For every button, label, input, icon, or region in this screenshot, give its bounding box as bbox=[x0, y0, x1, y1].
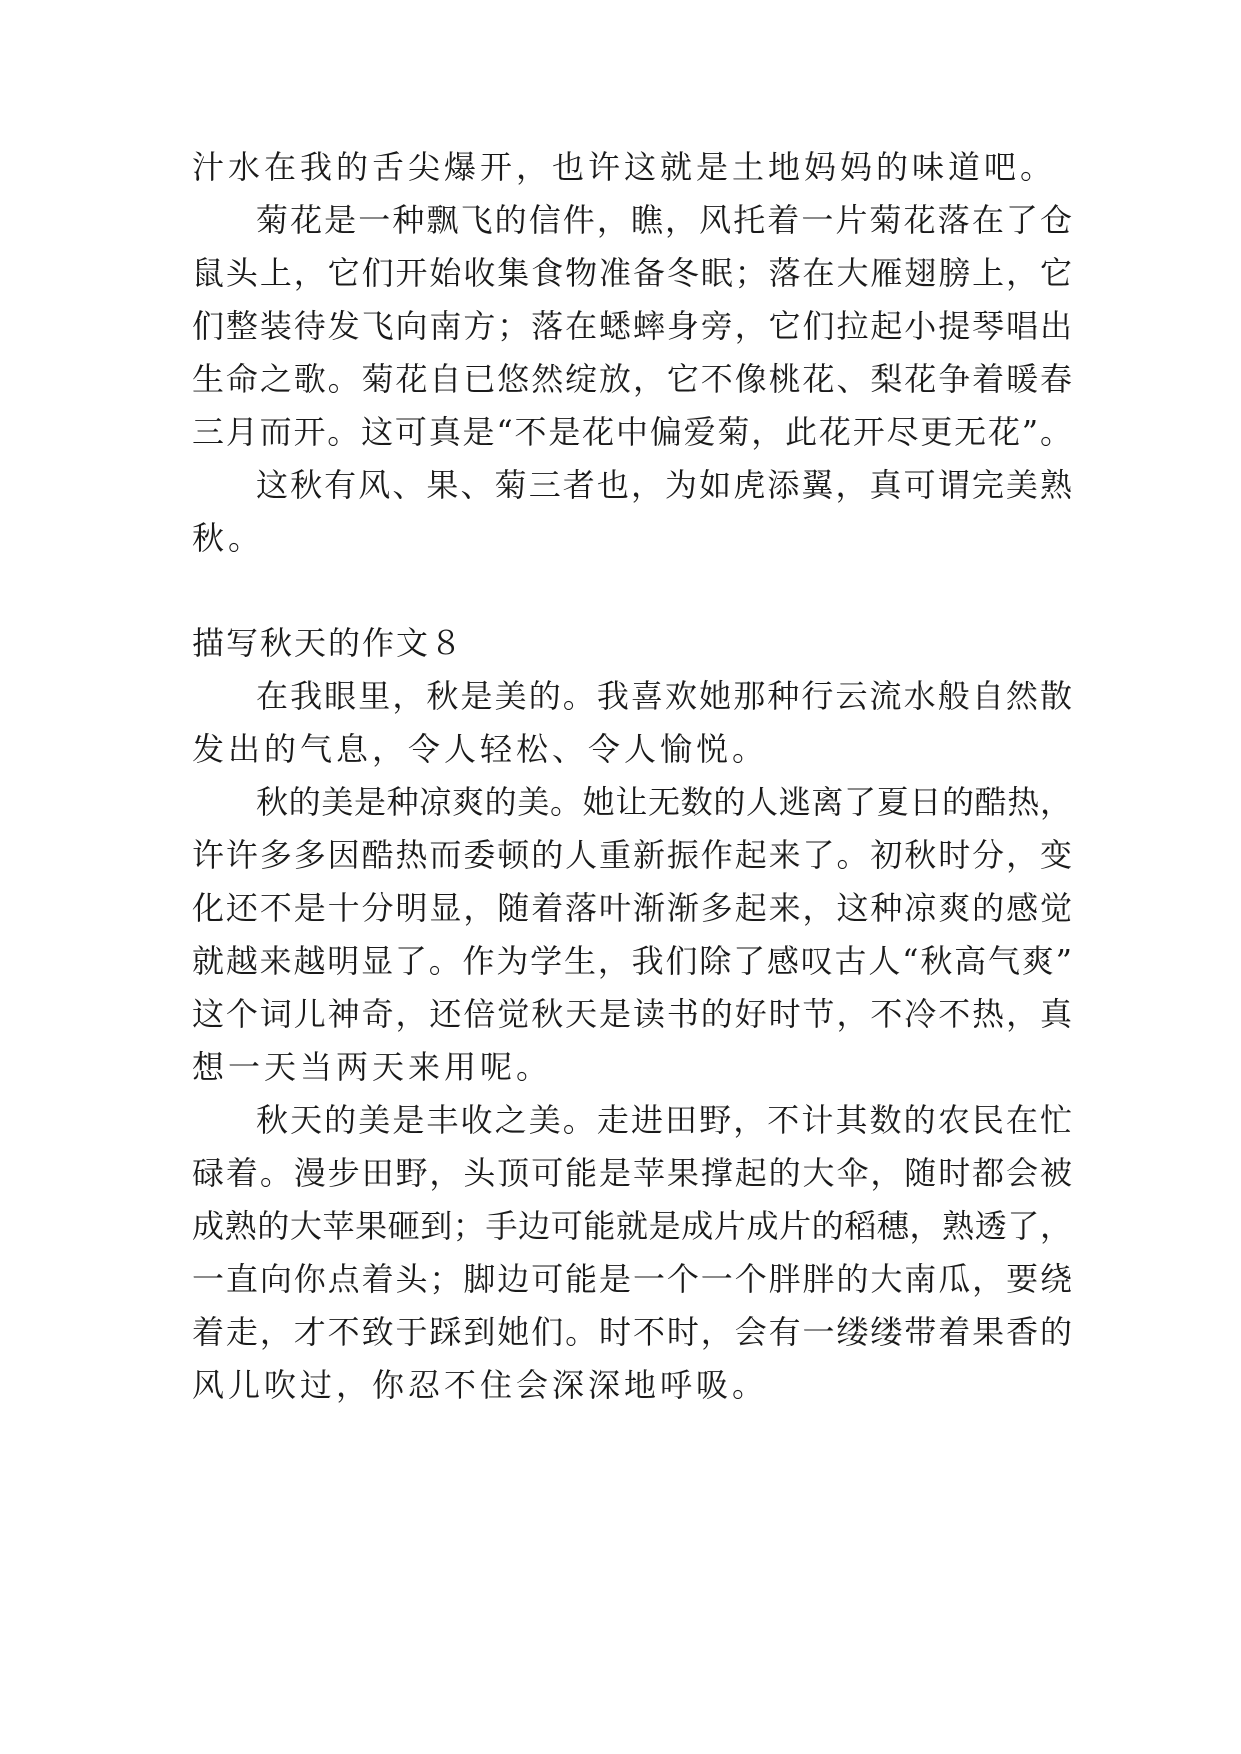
paragraph-line: 发出的气息，令人轻松、令人愉悦。 bbox=[192, 730, 769, 768]
paragraph-line: 秋。 bbox=[192, 519, 265, 557]
paragraph-line: 化还不是十分明显，随着落叶渐渐多起来，这种凉爽的感觉 bbox=[192, 889, 1072, 927]
paragraph-line: 这秋有风、果、菊三者也，为如虎添翼，真可谓完美熟 bbox=[256, 466, 1072, 504]
paragraph-line: 三月而开。这可真是“不是花中偏爱菊，此花开尽更无花”。 bbox=[192, 413, 1072, 451]
paragraph-line: 一直向你点着头；脚边可能是一个一个胖胖的大南瓜，要绕 bbox=[192, 1260, 1072, 1298]
paragraph-line: 菊花是一种飘飞的信件，瞧，风托着一片菊花落在了仓 bbox=[256, 201, 1072, 239]
paragraph-line: 汁水在我的舌尖爆开，也许这就是土地妈妈的味道吧。 bbox=[192, 148, 1057, 186]
paragraph-line: 们整装待发飞向南方；落在蟋蟀身旁，它们拉起小提琴唱出 bbox=[192, 307, 1072, 345]
paragraph-line: 生命之歌。菊花自已悠然绽放，它不像桃花、梨花争着暖春 bbox=[192, 360, 1072, 398]
paragraph-line: 许许多多因酷热而委顿的人重新振作起来了。初秋时分，变 bbox=[192, 836, 1072, 874]
paragraph-line: 碌着。漫步田野，头顶可能是苹果撑起的大伞，随时都会被 bbox=[192, 1154, 1072, 1192]
paragraph-line: 鼠头上，它们开始收集食物准备冬眠；落在大雁翅膀上，它 bbox=[192, 254, 1072, 292]
paragraph-line: 这个词儿神奇，还倍觉秋天是读书的好时节，不冷不热，真 bbox=[192, 995, 1072, 1033]
paragraph-line: 风儿吹过，你忍不住会深深地呼吸。 bbox=[192, 1366, 769, 1404]
paragraph-line: 在我眼里，秋是美的。我喜欢她那种行云流水般自然散 bbox=[256, 677, 1072, 715]
paragraph-line: 就越来越明显了。作为学生，我们除了感叹古人“秋高气爽” bbox=[192, 942, 1072, 980]
paragraph-line: 成熟的大苹果砸到；手边可能就是成片成片的稻穗，熟透了， bbox=[192, 1207, 1072, 1245]
paragraph-line: 想一天当两天来用呢。 bbox=[192, 1048, 553, 1086]
paragraph-line: 秋天的美是丰收之美。走进田野，不计其数的农民在忙 bbox=[256, 1101, 1072, 1139]
essay-title: 描写秋天的作文８ bbox=[192, 624, 465, 662]
paragraph-line: 秋的美是种凉爽的美。她让无数的人逃离了夏日的酷热， bbox=[256, 783, 1072, 821]
paragraph-line: 着走，才不致于踩到她们。时不时，会有一缕缕带着果香的 bbox=[192, 1313, 1072, 1351]
